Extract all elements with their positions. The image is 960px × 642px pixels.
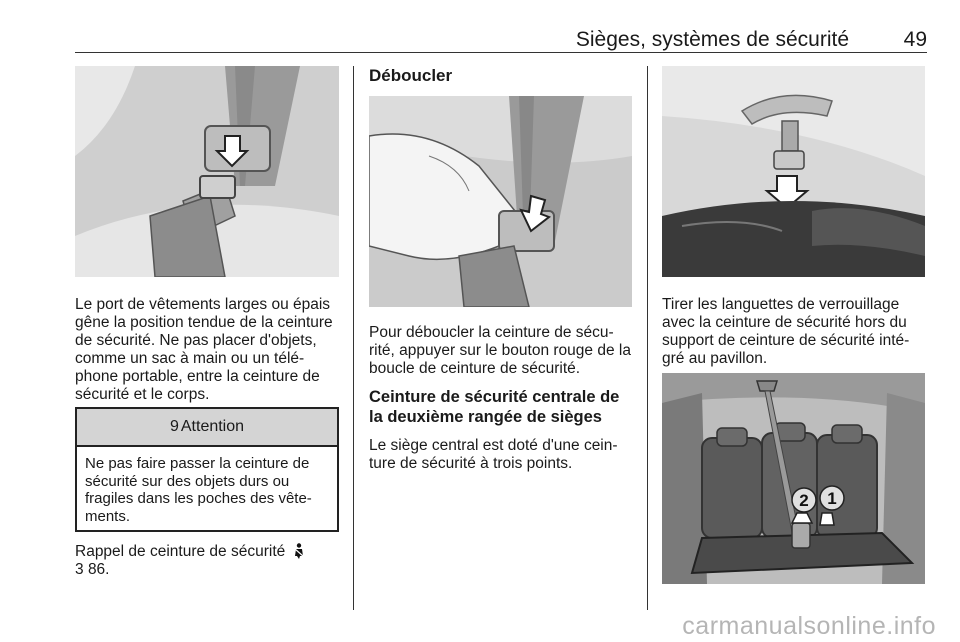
figure-rear-seat [662,373,925,584]
unfasten-heading: Déboucler [369,66,453,85]
reminder-text: Rappel de ceinture de sécurité [75,543,286,560]
column-divider-2 [647,66,648,610]
figure-buckle-release [369,96,632,307]
seat-belt-icon [293,543,305,559]
center-belt-paragraph: Le siège central est doté d'une cein-ture de sécurité à trois points. [369,437,618,472]
page-header [75,26,927,52]
clothing-paragraph: Le port de vêtements larges ou épais gêne la position tendue de la ceinture de sécurité. Ne pas placer d'objets, comme un sac à main ou un télé-phone portable, entre la ceinture de sécurité et le corps. [75,296,333,403]
watermark: carmanualsonline.info [682,612,936,640]
reminder-line [75,543,341,561]
page-number: 49 [903,28,927,51]
warning-icon: 9 [169,418,179,435]
section-title: Sièges, systèmes de sécurité [575,28,849,51]
center-belt-heading: Ceinture de sécurité centrale de la deuxième rangée de sièges [369,388,620,426]
reference-line [75,561,341,579]
reference-arrow-icon: 3 [75,561,84,578]
figure-label-2: 2 [799,491,809,510]
attention-header [77,409,337,447]
header-rule [75,52,927,53]
figure-label-1: 1 [827,489,837,508]
attention-title: Attention [180,418,245,435]
figure-roof-belt [662,66,925,277]
roof-belt-paragraph: Tirer les languettes de verrouillage avec la ceinture de sécurité hors du support de ceinture de sécurité inté-gré au pavillon. [662,296,910,367]
reference-page[interactable]: 86. [87,561,110,578]
attention-box [75,407,339,532]
unfasten-paragraph: Pour déboucler la ceinture de sécu-rité, appuyer sur le bouton rouge de la boucle de ceinture de sécurité. [369,324,631,377]
attention-body: Ne pas faire passer la ceinture de sécurité sur des objets durs ou fragiles dans les poches des vête-ments. [85,455,312,525]
figure-buckle-fasten [75,66,339,277]
column-divider-1 [353,66,354,610]
